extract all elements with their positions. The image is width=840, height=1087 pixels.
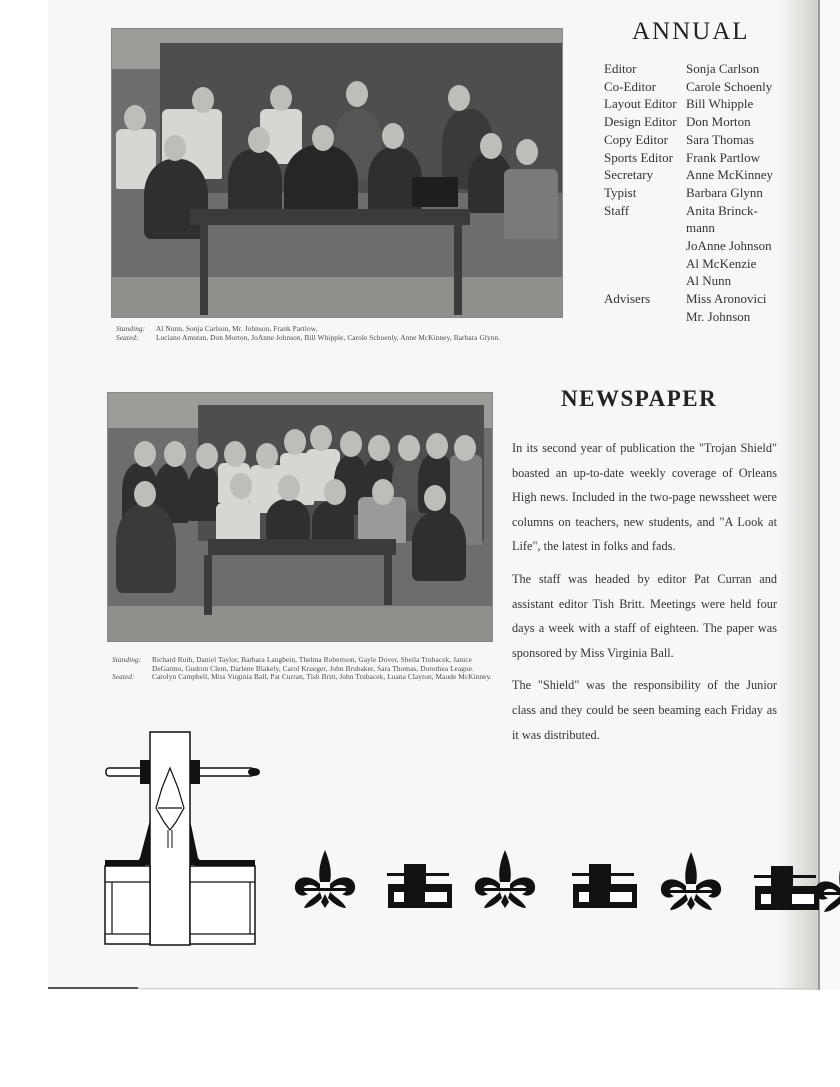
roster-row: Advisers Miss Aronovici Mr. Johnson	[604, 291, 767, 324]
printing-press-small-icon	[387, 864, 452, 908]
newspaper-photo-caption: Standing: Richard Ruth, Daniel Taylor, Barbara Langbein, Thelma Robertson, Gayle Dover, Sheila Trubacek, Janice DeGarmo, Gudrun Clem, Darlene Blakely, Carol Krueger, John Brubaker, Sara Thomas, Dorothea League. Seated: Carolyn Campbell, Miss Virginia Ball, Pat Curran, Tish Britt, John Trubacek, Luana Clayton, Maude McKinney.	[112, 655, 492, 682]
printing-press-small-icon	[572, 864, 637, 908]
roster-row: Staff Anita Brinck- mann JoAnne Johnson Al McKenzie Al Nunn	[604, 202, 772, 289]
page-gutter-shadow	[778, 0, 818, 990]
roster-row: Typist Barbara Glynn	[604, 184, 763, 200]
newspaper-staff-photo	[108, 393, 492, 641]
caption-standing: Al Nunn, Sonja Carlson, Mr. Johnson, Frank Partlow.	[156, 324, 318, 333]
annual-title: ANNUAL	[632, 18, 750, 45]
article-paragraph: The staff was headed by editor Pat Curran and assistant editor Tish Britt. Meetings were held four days a week with a staff of eighteen. The paper was sponsored by Miss Virginia Ball.	[512, 571, 777, 660]
roster-row: Editor Sonja Carlson	[604, 61, 760, 76]
annual-photo-caption: Standing: Al Nunn, Sonja Carlson, Mr. Johnson, Frank Partlow. Seated: Luciano Amutan, Don Morton, JoAnne Johnson, Bill Whipple, Carole Schoenly, Anne McKinney, Barbara Glynn.	[116, 325, 566, 342]
caption-seated: Carolyn Campbell, Miss Virginia Ball, Pat Curran, Tish Britt, John Trubacek, Luana Clayton, Maude McKinney.	[152, 672, 492, 682]
caption-standing: Richard Ruth, Daniel Taylor, Barbara Langbein, Thelma Robertson, Gayle Dover, Sheila Trubacek, Janice DeGarmo, Gudrun Clem, Darlene Blakely, Carol Krueger, John Brubaker, Sara Thomas, Dorothea League.	[152, 655, 475, 673]
printing-press-small-icon	[754, 866, 819, 910]
fleur-de-lis-icon	[295, 850, 355, 908]
roster-row: Copy Editor Sara Thomas	[604, 131, 754, 147]
decorative-border	[290, 848, 840, 918]
roster-row: Layout Editor Bill Whipple	[604, 96, 754, 112]
article-paragraph: The "Shield" was the responsibility of the Junior class and they could be seen beaming each Friday as it was distributed.	[512, 678, 777, 742]
page-bottom-line	[138, 988, 818, 989]
fleur-de-lis-icon	[475, 850, 535, 908]
roster-row: Sports Editor Frank Partlow	[604, 149, 761, 165]
article-paragraph: In its second year of publication the "Trojan Shield" boasted an up-to-date weekly coverage of Orleans High news. Included in the two-page newssheet were columns on teachers, new students, and "A Look at Life", the latest in folks and fads.	[512, 441, 777, 554]
fleur-de-lis-icon	[661, 852, 721, 910]
newspaper-article	[512, 436, 777, 755]
roster-row: Co-Editor Carole Schoenly	[604, 78, 773, 94]
facing-page-margin	[820, 0, 840, 990]
newspaper-title: NEWSPAPER	[561, 386, 718, 411]
printing-press-icon	[100, 730, 265, 950]
page-bottom-edge	[48, 987, 138, 989]
roster-row: Design Editor Don Morton	[604, 114, 751, 130]
annual-roster	[604, 60, 773, 326]
roster-row: Secretary Anne McKinney	[604, 167, 774, 183]
caption-seated: Luciano Amutan, Don Morton, JoAnne Johnson, Bill Whipple, Carole Schoenly, Anne McKinney, Barbara Glynn.	[156, 332, 501, 342]
annual-staff-photo	[112, 29, 562, 317]
